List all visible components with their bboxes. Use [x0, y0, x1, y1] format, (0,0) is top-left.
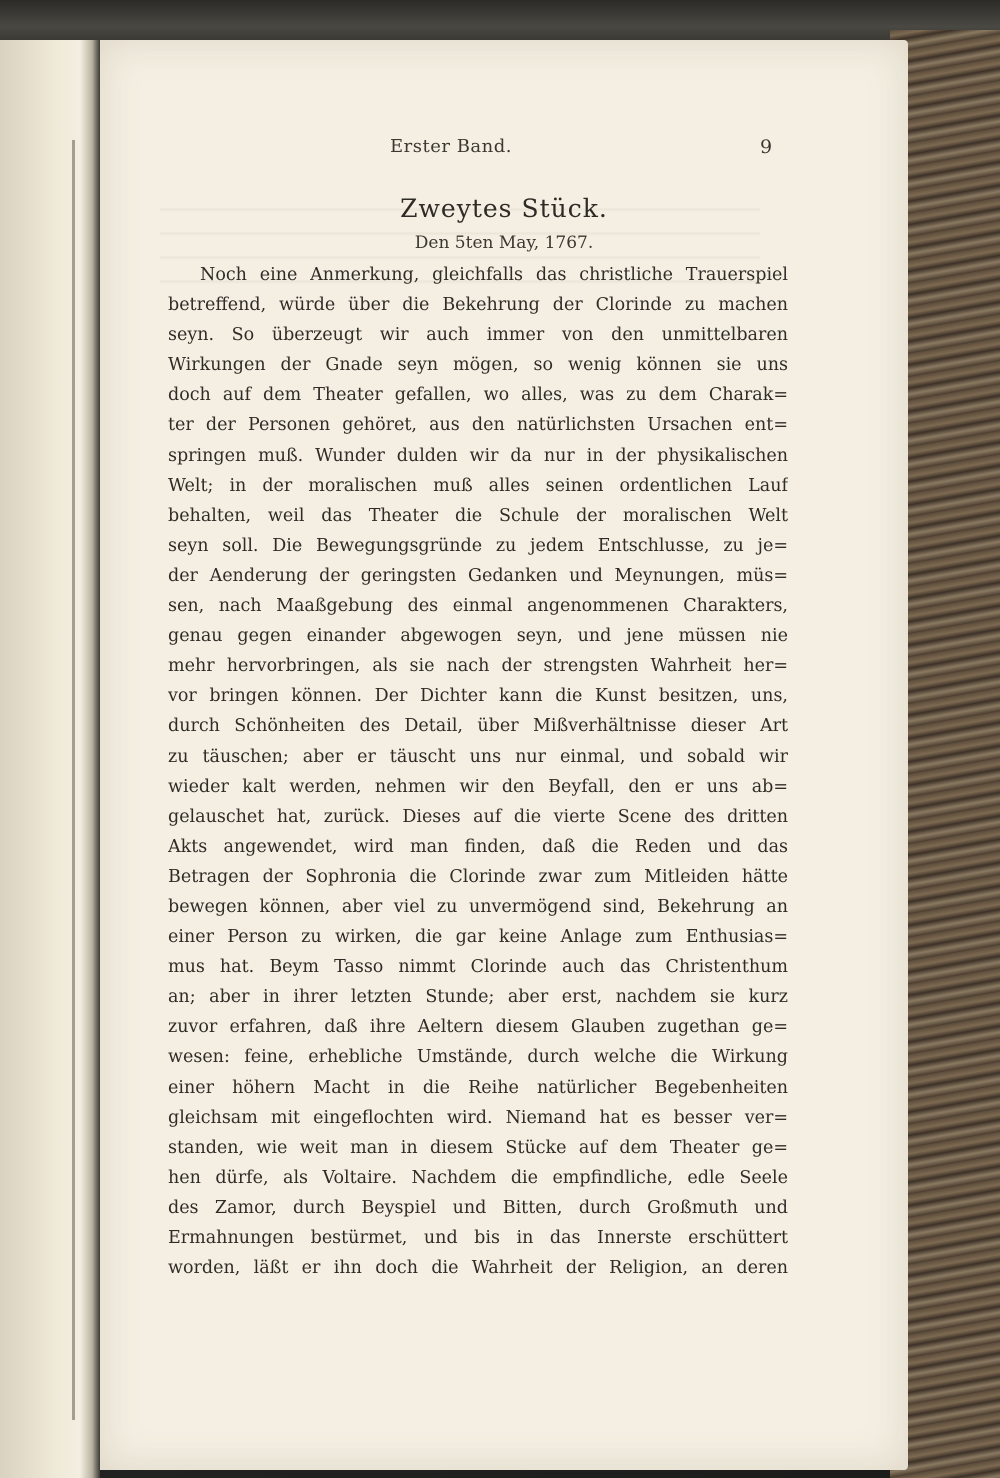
text-line: gelauschet hat, zurück. Dieses auf die vierte Scene des dritten [168, 806, 788, 827]
dateline: Den 5ten May, 1767. [414, 233, 594, 253]
text-line: Welt; in der moralischen muß alles seinen ordentlichen Lauf [168, 475, 788, 496]
page-header [100, 136, 908, 166]
body-text [168, 260, 788, 1283]
text-line: hen dürfe, als Voltaire. Nachdem die empfindliche, edle Seele [168, 1167, 788, 1188]
text-line: zu täuschen; aber er täuscht uns nur einmal, und sobald wir [168, 746, 788, 767]
text-line: Noch eine Anmerkung, gleichfalls das christliche Trauerspiel [200, 265, 788, 285]
text-line: wieder kalt werden, nehmen wir den Beyfall, den er uns ab= [168, 776, 788, 797]
running-head: Erster Band. [390, 136, 512, 157]
text-line: bewegen können, aber viel zu unvermögend sind, Bekehrung an [168, 896, 788, 917]
text-line: doch auf dem Theater gefallen, wo alles, was zu dem Charak= [168, 385, 788, 406]
left-page-edge [0, 40, 100, 1478]
text-line: einer Person zu wirken, die gar keine Anlage zum Enthusias= [168, 927, 788, 948]
text-line: betreffend, würde über die Bekehrung der Clorinde zu machen [168, 295, 788, 316]
text-line: durch Schönheiten des Detail, über Mißverhältnisse dieser Art [168, 716, 788, 737]
text-line: gleichsam mit eingeflochten wird. Niemand hat es besser ver= [168, 1107, 788, 1128]
text-line: seyn. So überzeugt wir auch immer von den unmittelbaren [168, 325, 788, 346]
text-line: vor bringen können. Der Dichter kann die Kunst besitzen, uns, [168, 686, 788, 707]
text-line: mehr hervorbringen, als sie nach der strengsten Wahrheit her= [168, 656, 788, 677]
text-line: Akts angewendet, wird man finden, daß die Reden und das [168, 836, 788, 857]
text-line: einer höhern Macht in die Reihe natürlicher Begebenheiten [168, 1077, 788, 1098]
text-line: springen muß. Wunder dulden wir da nur in der physikalischen [168, 445, 788, 466]
text-line: zuvor erfahren, daß ihre Aeltern diesem Glauben zugethan ge= [168, 1017, 788, 1038]
page-number: 9 [760, 136, 773, 158]
text-line: ter der Personen gehöret, aus den natürlichsten Ursachen ent= [168, 415, 788, 436]
text-line: worden, läßt er ihn doch die Wahrheit der Religion, an deren [168, 1258, 788, 1279]
section-title: Zweytes Stück. [400, 194, 608, 223]
text-line: seyn soll. Die Bewegungsgründe zu jedem Entschlusse, zu je= [168, 535, 788, 556]
text-line: Betragen der Sophronia die Clorinde zwar zum Mitleiden hätte [168, 866, 788, 887]
text-line: wesen: feine, erhebliche Umstände, durch welche die Wirkung [168, 1047, 788, 1068]
text-line: Wirkungen der Gnade seyn mögen, so wenig können sie uns [168, 355, 788, 376]
book-page [100, 40, 908, 1470]
book-binding-top [0, 0, 1000, 44]
text-line: mus hat. Beym Tasso nimmt Clorinde auch das Christenthum [168, 957, 788, 978]
text-line: genau gegen einander abgewogen seyn, und jene müssen nie [168, 626, 788, 647]
gutter-shadow [72, 140, 75, 1420]
text-line: behalten, weil das Theater die Schule der moralischen Welt [168, 505, 788, 526]
text-line: sen, nach Maaßgebung des einmal angenommenen Charakters, [168, 596, 788, 617]
text-line: der Aenderung der geringsten Gedanken und Meynungen, müs= [168, 565, 788, 586]
text-line: Ermahnungen bestürmet, und bis in das Innerste erschüttert [168, 1228, 788, 1248]
text-line: des Zamor, durch Beyspiel und Bitten, durch Großmuth und [168, 1197, 788, 1218]
text-line: standen, wie weit man in diesem Stücke auf dem Theater ge= [168, 1137, 788, 1158]
text-line: an; aber in ihrer letzten Stunde; aber erst, nachdem sie kurz [168, 987, 788, 1008]
